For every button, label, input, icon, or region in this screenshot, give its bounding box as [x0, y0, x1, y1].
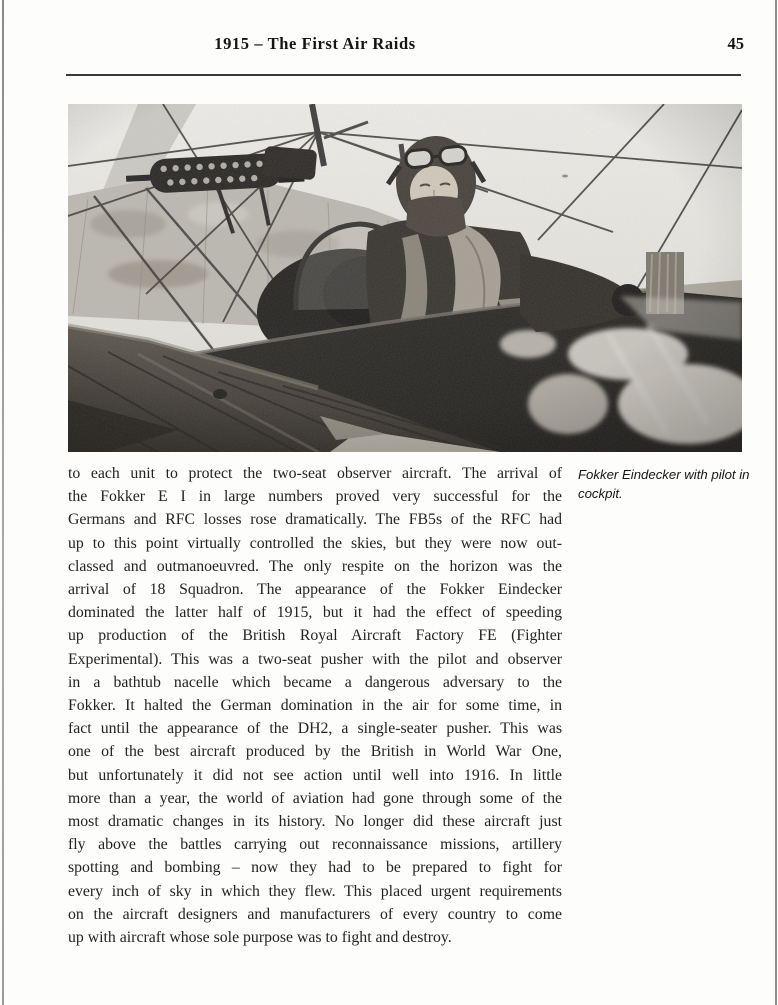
text-line: one of the best aircraft produced by the British in World War One, — [68, 743, 562, 761]
text-line: on the aircraft designers and manufacturers of every country to come — [68, 905, 562, 923]
text-line: Germans and RFC losses rose dramatically. The FB5s of the RFC had — [68, 511, 562, 529]
photo-vignette — [68, 104, 742, 452]
text-line: spotting and bombing – now they had to be prepared to fight for — [68, 859, 562, 877]
scan-edge-left — [2, 0, 4, 1005]
page-number: 45 — [727, 34, 744, 53]
scan-edge-right — [775, 0, 777, 1005]
text-line: up production of the British Royal Aircraft Factory FE (Fighter — [68, 627, 562, 645]
text-line: arrival of 18 Squadron. The appearance of the Fokker Eindecker — [68, 581, 562, 599]
text-line: fly above the battles carrying out reconnaissance missions, artillery — [68, 836, 562, 854]
text-line: classed and outmanoeuvred. The only respite on the horizon was the — [68, 557, 562, 575]
text-line: dominated the latter half of 1915, but it had the effect of speeding — [68, 604, 562, 622]
text-line: to each unit to protect the two-seat observer aircraft. The arrival of — [68, 465, 562, 482]
photo-fokker-eindecker — [68, 104, 742, 452]
text-line: fact until the appearance of the DH2, a single-seater pusher. This was — [68, 720, 562, 738]
text-line: up with aircraft whose sole purpose was to fight and destroy. — [68, 929, 452, 947]
text-line: in a bathtub nacelle which became a dangerous adversary to the — [68, 673, 562, 691]
text-line: the Fokker E I in large numbers proved very successful for the — [68, 488, 562, 506]
body-text — [68, 462, 562, 949]
text-line: up to this point virtually controlled the skies, but they were now out- — [68, 534, 562, 552]
text-line: every inch of sky in which they flew. This placed urgent requirements — [68, 882, 562, 900]
text-line: most dramatic changes in its history. No longer did these aircraft just — [68, 813, 562, 831]
chapter-title: 1915 – The First Air Raids — [214, 34, 416, 53]
text-line: more than a year, the world of aviation had gone through some of the — [68, 789, 562, 807]
header-rule — [66, 74, 741, 76]
photo-caption: Fokker Eindecker with pilot in cockpit. — [578, 467, 750, 501]
text-line: Fokker. It halted the German domination in the air for some time, in — [68, 697, 562, 715]
text-line: but unfortunately it did not see action until well into 1916. In little — [68, 766, 562, 784]
text-line: Experimental). This was a two-seat pusher with the pilot and observer — [68, 650, 562, 668]
